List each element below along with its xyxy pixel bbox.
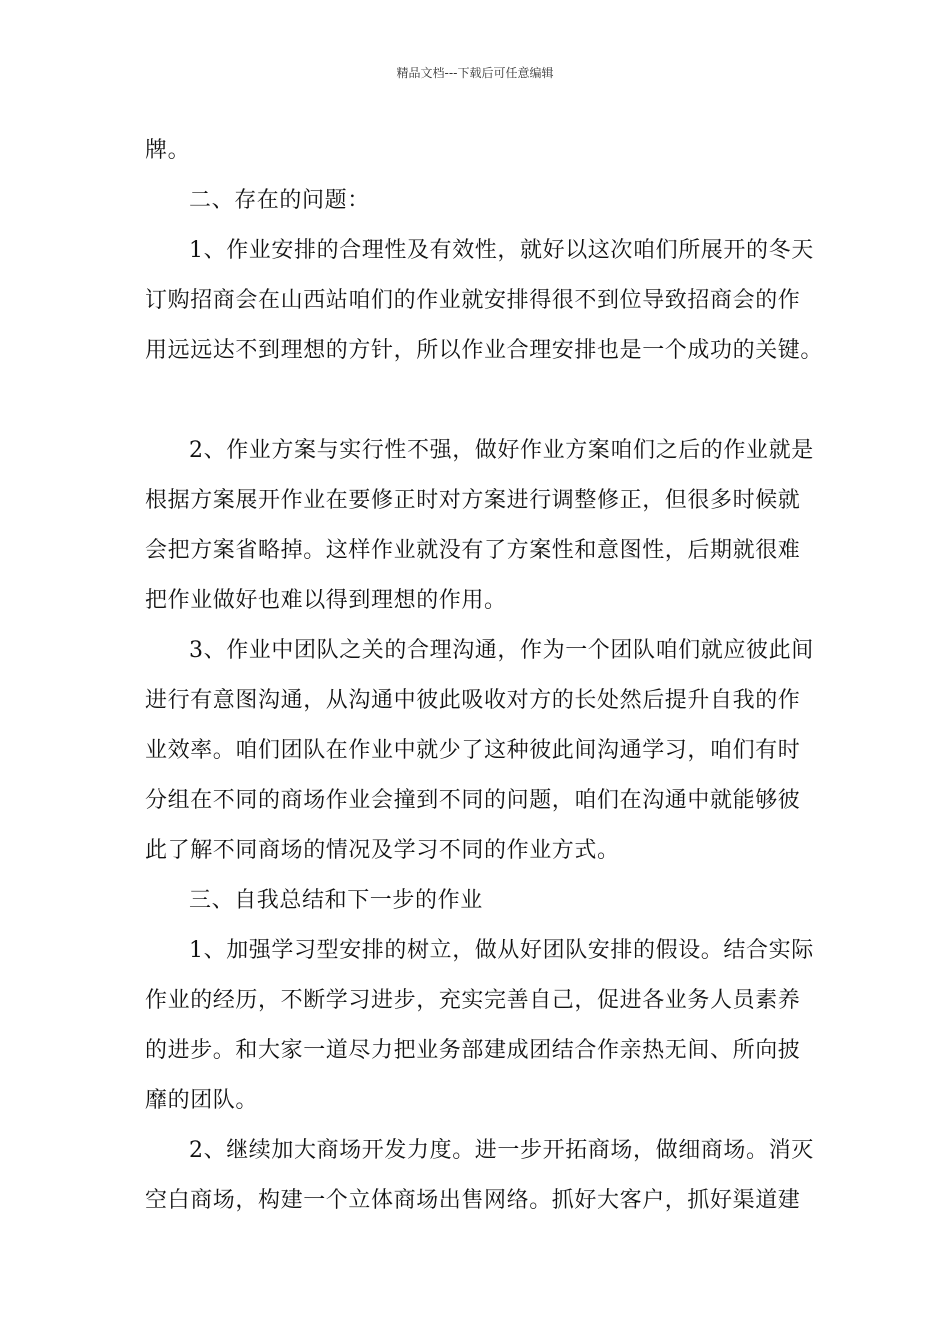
paragraph-line: 的进步。和大家一道尽力把业务部建成团结合作亲热无间、所向披 [145, 1038, 801, 1063]
paragraph-line: 牌。 [145, 138, 191, 163]
paragraph-line: 3、作业中团队之关的合理沟通，作为一个团队咱们就应彼此间 [189, 638, 814, 663]
paragraph-line: 1、作业安排的合理性及有效性，就好以这次咱们所展开的冬天 [189, 238, 814, 263]
document-body [145, 126, 824, 1226]
paragraph-line: 此了解不同商场的情况及学习不同的作业方式。 [145, 838, 620, 863]
paragraph-line: 分组在不同的商场作业会撞到不同的问题，咱们在沟通中就能够彼 [145, 788, 801, 813]
page-header: 精品文档---下载后可任意编辑 [396, 66, 554, 80]
paragraph-line: 业效率。咱们团队在作业中就少了这种彼此间沟通学习，咱们有时 [145, 738, 801, 763]
paragraph-line: 根据方案展开作业在要修正时对方案进行调整修正，但很多时候就 [145, 488, 801, 513]
paragraph-line: 作业的经历，不断学习进步，充实完善自己，促进各业务人员素养 [145, 988, 801, 1013]
paragraph-line: 会把方案省略掉。这样作业就没有了方案性和意图性，后期就很难 [145, 538, 801, 563]
paragraph-line: 靡的团队。 [145, 1088, 259, 1113]
paragraph-line: 订购招商会在山西站咱们的作业就安排得很不到位导致招商会的作 [145, 288, 801, 313]
paragraph-line: 2、继续加大商场开发力度。进一步开拓商场，做细商场。消灭 [189, 1138, 814, 1163]
paragraph-line: 用远远达不到理想的方针，所以作业合理安排也是一个成功的关键。 [145, 338, 824, 363]
section-heading-summary: 三、自我总结和下一步的作业 [189, 888, 483, 913]
paragraph-line: 进行有意图沟通，从沟通中彼此吸收对方的长处然后提升自我的作 [145, 688, 801, 713]
paragraph-line: 空白商场，构建一个立体商场出售网络。抓好大客户，抓好渠道建 [145, 1188, 801, 1213]
paragraph-line: 1、加强学习型安排的树立，做从好团队安排的假设。结合实际 [189, 938, 814, 963]
paragraph-line: 把作业做好也难以得到理想的作用。 [145, 588, 507, 613]
paragraph-gap [145, 376, 813, 426]
section-heading-problems: 二、存在的问题： [189, 188, 370, 213]
paragraph-line: 2、作业方案与实行性不强，做好作业方案咱们之后的作业就是 [189, 438, 814, 463]
